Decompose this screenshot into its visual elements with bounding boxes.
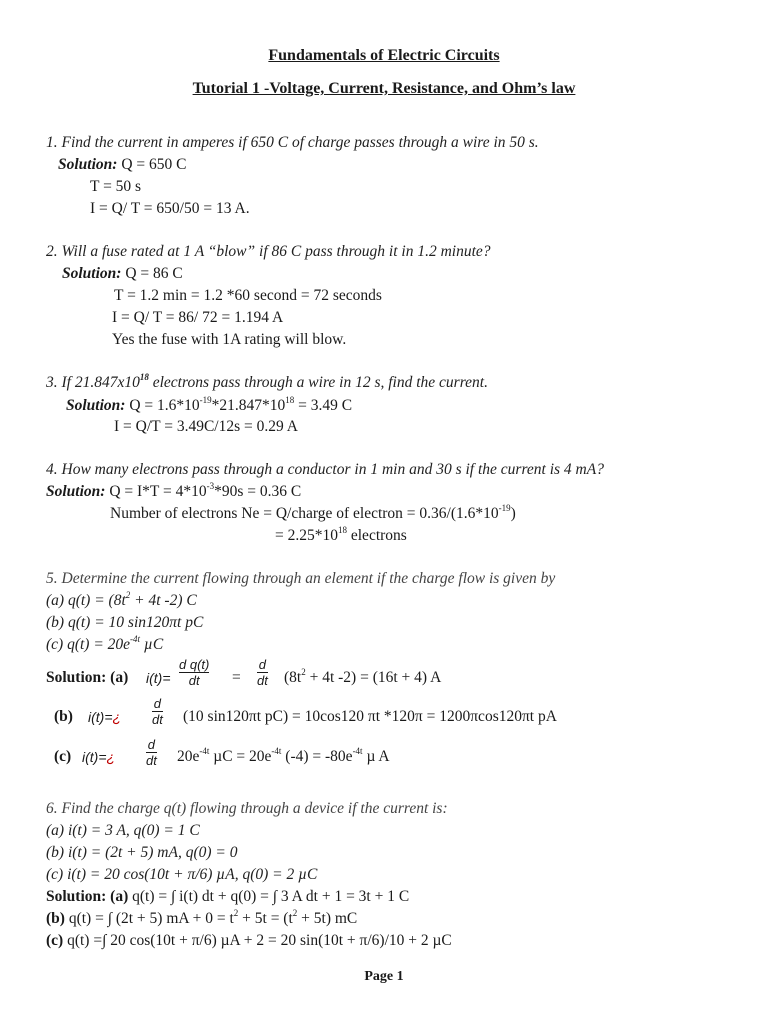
q4-solution-line-1 [46, 482, 301, 502]
q6-solution-a [46, 887, 409, 907]
question-4: 4. How many electrons pass through a conductor in 1 min and 30 s if the current is 4 mA? [46, 461, 604, 478]
q6-sol-b-mid: + 5t = (t [238, 910, 293, 927]
fraction-numerator: d q(t) [179, 657, 210, 672]
question-1: 1. Find the current in amperes if 650 C of charge passes through a wire in 50 s. [46, 134, 539, 151]
q3-l1a: Q = 1.6*10 [125, 397, 200, 414]
q6-sol-b-post: + 5t) mC [297, 910, 358, 927]
q5-c-d-dt [146, 737, 157, 768]
q5-c-post: µC [140, 636, 164, 653]
q5-b-d-dt [152, 696, 163, 727]
q4-l2-exp: -19 [498, 503, 511, 513]
q3-exponent: 18 [139, 372, 149, 382]
solution-label: Solution: [66, 397, 126, 414]
q3-l1b: *21.847*10 [211, 397, 286, 414]
q5-c-pre: (c) q(t) = 20e [46, 636, 131, 653]
q5-c-r2e: -4t [271, 746, 282, 756]
question-2: 2. Will a fuse rated at 1 A “blow” if 86 C pass through it in 1.2 minute? [46, 243, 491, 260]
q1-solution-line-3: I = Q/ T = 650/50 = 13 A. [90, 200, 250, 217]
q4-l2a: Number of electrons Ne = Q/charge of electron = 0.36/(1.6*10 [110, 505, 499, 522]
q5-b-it [88, 707, 121, 727]
q1-charge: Q = 650 C [117, 156, 187, 173]
fraction-denominator: dt [152, 712, 163, 727]
q6-sol-b-exp1: 2 [233, 908, 239, 918]
q5-a-exp: 2 [125, 590, 131, 600]
q3-text-b: electrons pass through a wire in 12 s, find the current. [148, 374, 488, 391]
fraction-numerator: d [153, 696, 162, 711]
q6-part-a: (a) i(t) = 3 A, q(0) = 1 C [46, 822, 200, 839]
solution-label: Solution: [58, 156, 118, 173]
q5-a-post: + 4t -2) C [130, 592, 197, 609]
q2-solution-line-4: Yes the fuse with 1A rating will blow. [112, 331, 347, 348]
q5-c-label: (c) [54, 748, 72, 765]
q5-a-res-post: + 4t -2) = (16t + 4) A [305, 669, 442, 686]
q5-c-it-text: i(t)= [82, 749, 107, 765]
q2-charge: Q = 86 C [121, 265, 183, 282]
q6-sol-b-pre: q(t) = ∫ (2t + 5) mA + 0 = t [64, 910, 234, 927]
q4-solution-line-3 [275, 526, 407, 546]
q6-solution-c [46, 931, 452, 951]
fraction-denominator: dt [257, 673, 268, 688]
q5-a-res-exp: 2 [301, 667, 306, 677]
q5-a-res-pre: (8t [284, 669, 302, 686]
solution-label: Solution: [46, 483, 106, 500]
question-5: 5. Determine the current flowing through an element if the charge flow is given by [46, 570, 556, 587]
q6-part-b: (b) i(t) = (2t + 5) mA, q(0) = 0 [46, 844, 238, 861]
q2-solution-line-1 [62, 264, 183, 284]
q5-c-it [82, 747, 115, 767]
question-6: 6. Find the charge q(t) flowing through a device if the current is: [46, 800, 448, 817]
q5-solution-label: Solution: (a) [46, 669, 129, 686]
fraction-denominator: dt [188, 673, 200, 688]
q4-l3b: electrons [347, 527, 407, 544]
q5-c-r4: µ A [362, 748, 390, 765]
q5-c-result [177, 747, 390, 767]
q5-b-label: (b) [54, 708, 73, 725]
q4-l1a: Q = I*T = 4*10 [105, 483, 207, 500]
q5-a-equals: = [232, 669, 241, 686]
q3-text-a: 3. If 21.847x10 [46, 374, 140, 391]
fraction-denominator: dt [146, 753, 157, 768]
q5-a-pre: (a) q(t) = (8t [46, 592, 126, 609]
q6-sol-b-label: (b) [46, 910, 65, 927]
q5-c-r1e: -4t [199, 746, 210, 756]
q5-c-r2: µC = 20e [209, 748, 272, 765]
solution-label: Solution: [62, 265, 122, 282]
q4-l2b: ) [510, 505, 516, 522]
q5-a-d-dt [257, 657, 268, 688]
q5-a-it [146, 668, 171, 688]
q6-sol-a-text: q(t) = ∫ i(t) dt + q(0) = ∫ 3 A dt + 1 = 3t + 1 C [128, 888, 410, 905]
q2-solution-line-2: T = 1.2 min = 1.2 *60 second = 72 seconds [114, 287, 382, 304]
q1-solution-line-1 [58, 155, 186, 175]
q5-c-odd-char: ¿ [106, 749, 116, 765]
q3-solution-line-1 [66, 396, 352, 416]
q5-a-it-text: i(t)= [146, 670, 171, 686]
question-3 [46, 373, 488, 393]
q5-part-a [46, 591, 197, 611]
page-number: Page 1 [364, 969, 404, 984]
q6-solution-b [46, 909, 357, 929]
q5-part-c [46, 635, 163, 655]
q5-c-r1: 20e [177, 748, 200, 765]
solution-label: Solution: (a) [46, 888, 129, 905]
q4-l1b: *90s = 0.36 C [214, 483, 302, 500]
q1-solution-line-2: T = 50 s [90, 178, 142, 195]
q5-part-b: (b) q(t) = 10 sin120πt pC [46, 614, 204, 631]
q5-c-exp: -4t [130, 634, 141, 644]
q5-b-it-text: i(t)= [88, 709, 113, 725]
q5-b-result: (10 sin120πt pC) = 10cos120 πt *120π = 1200πcos120πt pA [183, 708, 557, 725]
fraction-numerator: d [147, 737, 156, 752]
q6-sol-b-exp2: 2 [292, 908, 298, 918]
document-title: Fundamentals of Electric Circuits [268, 47, 500, 64]
q4-solution-line-2 [110, 504, 516, 524]
q5-c-r3: (-4) = -80e [281, 748, 353, 765]
q4-l1-exp: -3 [206, 481, 215, 491]
tutorial-subtitle: Tutorial 1 -Voltage, Current, Resistance, and Ohm’s law [192, 80, 576, 97]
q6-part-c: (c) i(t) = 20 cos(10t + π/6) µA, q(0) = 2 µC [46, 866, 318, 883]
q5-a-result [284, 668, 441, 688]
q6-sol-c-label: (c) [46, 932, 64, 949]
q5-a-derivative-fraction [179, 657, 209, 688]
q3-l1c: = 3.49 C [294, 397, 353, 414]
q3-l1-exp1: -19 [199, 395, 212, 405]
q3-l1-exp2: 18 [285, 395, 295, 405]
q5-b-odd-char: ¿ [112, 709, 122, 725]
q3-solution-line-2: I = Q/T = 3.49C/12s = 0.29 A [114, 418, 298, 435]
q5-c-r3e: -4t [352, 746, 363, 756]
q4-l3-exp: 18 [338, 525, 347, 535]
q2-solution-line-3: I = Q/ T = 86/ 72 = 1.194 A [112, 309, 284, 326]
q4-l3a: = 2.25*10 [275, 527, 338, 544]
fraction-numerator: d [258, 657, 267, 672]
q6-sol-c-text: q(t) =∫ 20 cos(10t + π/6) µA + 2 = 20 sin(10t + π/6)/10 + 2 µC [63, 932, 452, 949]
